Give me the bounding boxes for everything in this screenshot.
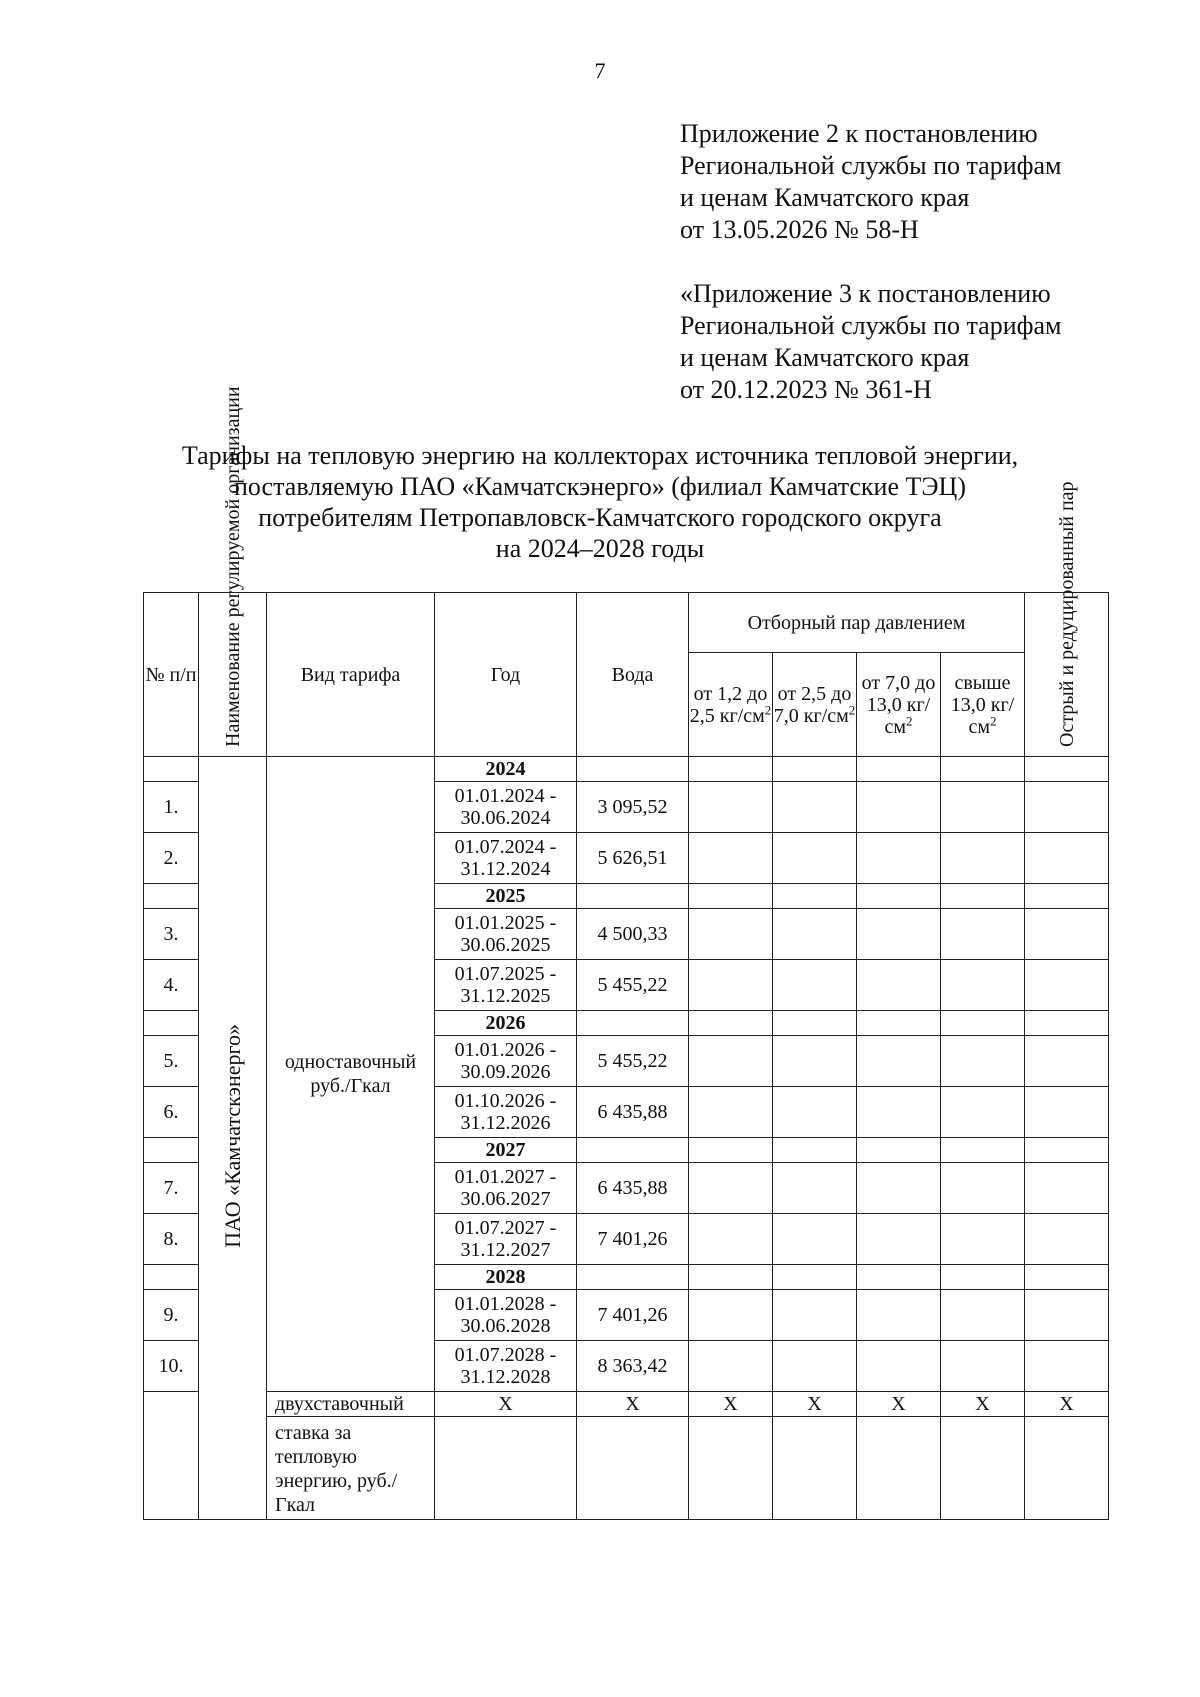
header-sharp-steam: Острый и редуцированный пар	[1025, 593, 1109, 757]
table-row: 3. 01.01.2025 - 30.06.2025 4 500,33	[144, 909, 1109, 960]
title-line: потребителям Петропавловск-Камчатского городского округа	[258, 503, 942, 532]
appendix-current	[680, 118, 1061, 246]
header-pressure-4: свыше 13,0 $кг/см^2$	[941, 653, 1025, 757]
year-label: 2024	[435, 757, 577, 782]
table-row: 6. 01.10.2026 - 31.12.2026 6 435,88	[144, 1087, 1109, 1138]
title-line: на 2024–2028 годы	[495, 534, 705, 563]
single-rate-kind: одноставочный руб./Гкал	[267, 757, 435, 1392]
header-year: Год	[435, 593, 577, 757]
appendix-line: и ценам Камчатского края	[680, 183, 970, 212]
appendix-line: Региональной службы по тарифам	[680, 311, 1062, 340]
appendix-line: Приложение 2 к постановлению	[680, 119, 1038, 148]
appendix-line: от 20.12.2023 № 361-Н	[680, 375, 932, 404]
appendix-line: от 13.05.2026 № 58-Н	[680, 215, 919, 244]
year-label: 2028	[435, 1265, 577, 1290]
year-label: 2025	[435, 884, 577, 909]
header-pressure-3: от 7,0 до 13,0 $кг/см^2$	[857, 653, 941, 757]
year-label: 2027	[435, 1138, 577, 1163]
two-rate-row: двухставочный Х Х Х Х Х Х Х	[144, 1392, 1109, 1417]
table-row: 10. 01.07.2028 - 31.12.2028 8 363,42	[144, 1341, 1109, 1392]
table-row: 9. 01.01.2028 - 30.06.2028 7 401,26	[144, 1290, 1109, 1341]
year-row	[144, 757, 1109, 782]
page-number: 7	[594, 58, 606, 83]
table-row: 7. 01.01.2027 - 30.06.2027 6 435,88	[144, 1163, 1109, 1214]
table-row: 1. 01.01.2024 - 30.06.2024 3 095,52	[144, 782, 1109, 833]
table-row: 2. 01.07.2024 - 31.12.2024 5 626,51	[144, 833, 1109, 884]
title-line: поставляемую ПАО «Камчатскэнерго» (филиал Камчатские ТЭЦ)	[234, 472, 966, 501]
two-rate-kind: двухставочный	[267, 1392, 435, 1417]
appendix-previous	[680, 278, 1061, 406]
header-org-name: Наименование регулируемой организации	[199, 593, 267, 757]
appendix-line: «Приложение 3 к постановлению	[680, 279, 1051, 308]
table-row: 8. 01.07.2027 - 31.12.2027 7 401,26	[144, 1214, 1109, 1265]
header-tariff-kind: Вид тарифа	[267, 593, 435, 757]
table-row: 4. 01.07.2025 - 31.12.2025 5 455,22	[144, 960, 1109, 1011]
title-line: Тарифы на тепловую энергию на коллекторах источника тепловой энергии,	[181, 441, 1019, 470]
year-label: 2026	[435, 1011, 577, 1036]
header-steam-group: Отборный пар давлением	[689, 593, 1025, 653]
appendix-line: Региональной службы по тарифам	[680, 151, 1062, 180]
organization-cell: ПАО «Камчатскэнерго»	[199, 757, 267, 1520]
header-pressure-1: от 1,2 до 2,5 $кг/см^2$	[689, 653, 773, 757]
appendix-line: и ценам Камчатского края	[680, 343, 970, 372]
header-water: Вода	[577, 593, 689, 757]
heat-rate-row	[144, 1417, 1109, 1520]
heat-rate-kind: ставка за тепловую энергию, руб./Гкал	[267, 1417, 435, 1520]
header-pressure-2: от 2,5 до 7,0 $кг/см^2$	[773, 653, 857, 757]
table-row: 5. 01.01.2026 - 30.09.2026 5 455,22	[144, 1036, 1109, 1087]
document-title	[100, 440, 1100, 564]
header-num: № п/п	[144, 593, 199, 757]
